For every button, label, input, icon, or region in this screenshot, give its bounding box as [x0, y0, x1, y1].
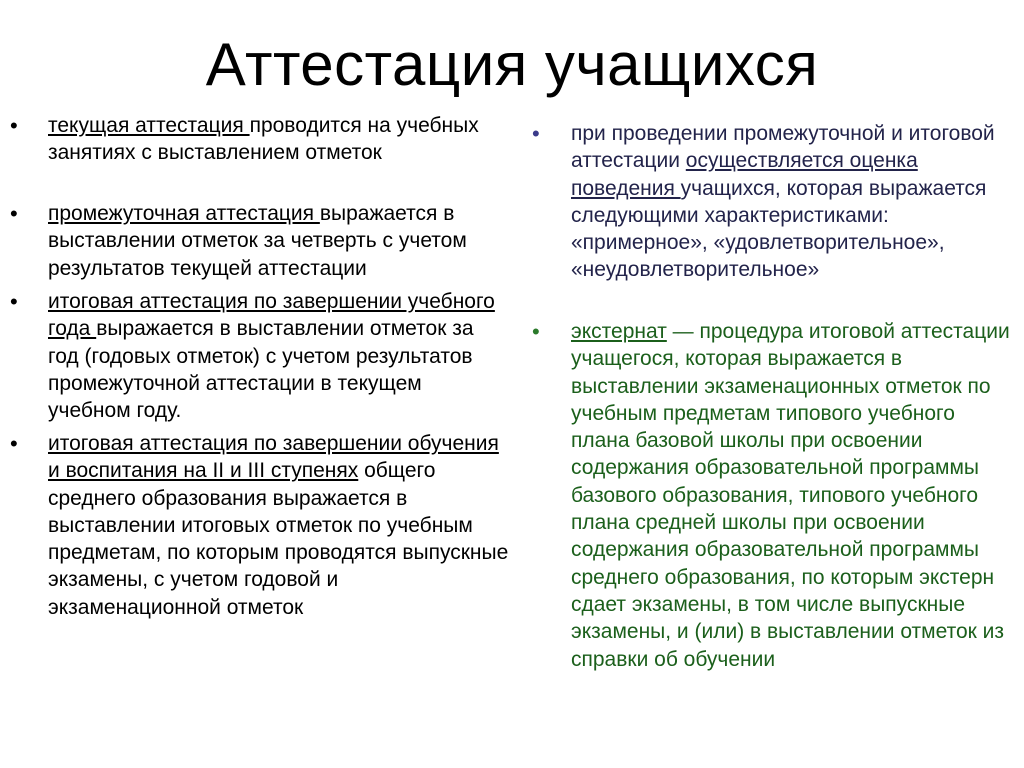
list-item-text	[48, 112, 510, 167]
term-link: осуществляется оценка поведения	[571, 149, 918, 200]
page-title: Аттестация учащихся	[205, 31, 819, 98]
term-link: итоговая аттестация по завершении обучения и воспитания на II и III ступенях	[48, 432, 499, 483]
term-description: общего среднего образования выражается в выставлении итоговых отметок по учебным предметам, по которым проводятся выпускные экзамены, с учетом годовой и экзаменационной отметок	[48, 459, 509, 619]
term-link: экстернат	[571, 320, 667, 343]
list-item-text	[571, 318, 1018, 673]
bullet-icon: •	[10, 113, 18, 138]
bullet-icon: •	[532, 121, 540, 146]
term-intro: при проведении промежуточной и итоговой аттестации	[571, 122, 995, 173]
term-link: текущая аттестация	[48, 114, 250, 137]
term-description: учащихся, которая выражается следующими характеристиками: «примерное», «удовлетворительное», «неудовлетворительное»	[571, 176, 987, 282]
list-item-text	[48, 288, 510, 424]
list-item-text	[571, 120, 1018, 284]
term-link: итоговая аттестация по завершении учебного года	[48, 290, 495, 341]
list-item-text	[48, 430, 510, 621]
bullet-icon: •	[10, 431, 18, 456]
term-description: выражается в выставлении отметок за год (годовых отметок) с учетом результатов промежуточной аттестации в текущем учебном году.	[48, 317, 474, 423]
bullet-icon: •	[532, 319, 540, 344]
term-description: выражается в выставлении отметок за четверть с учетом результатов текущей аттестации	[48, 202, 467, 280]
term-link: промежуточная аттестация	[48, 202, 320, 225]
list-item-text	[48, 200, 510, 282]
term-description: — процедура итоговой аттестации учащегося, которая выражается в выставлении экзаменационных отметок по учебным предметам типового учебного плана базовой школы при освоении содержания образовательной программы базового образования, типового учебного плана средней школы при освоении содержания образовательной программы среднего образования, по которым экстерн сдает экзамены, в том числе выпускные экзамены, и (или) в выставлении отметок из справки об обучении	[571, 320, 1010, 671]
bullet-icon: •	[10, 289, 18, 314]
term-description: проводится на учебных занятиях с выставлением отметок	[48, 114, 479, 165]
bullet-icon: •	[10, 201, 18, 226]
